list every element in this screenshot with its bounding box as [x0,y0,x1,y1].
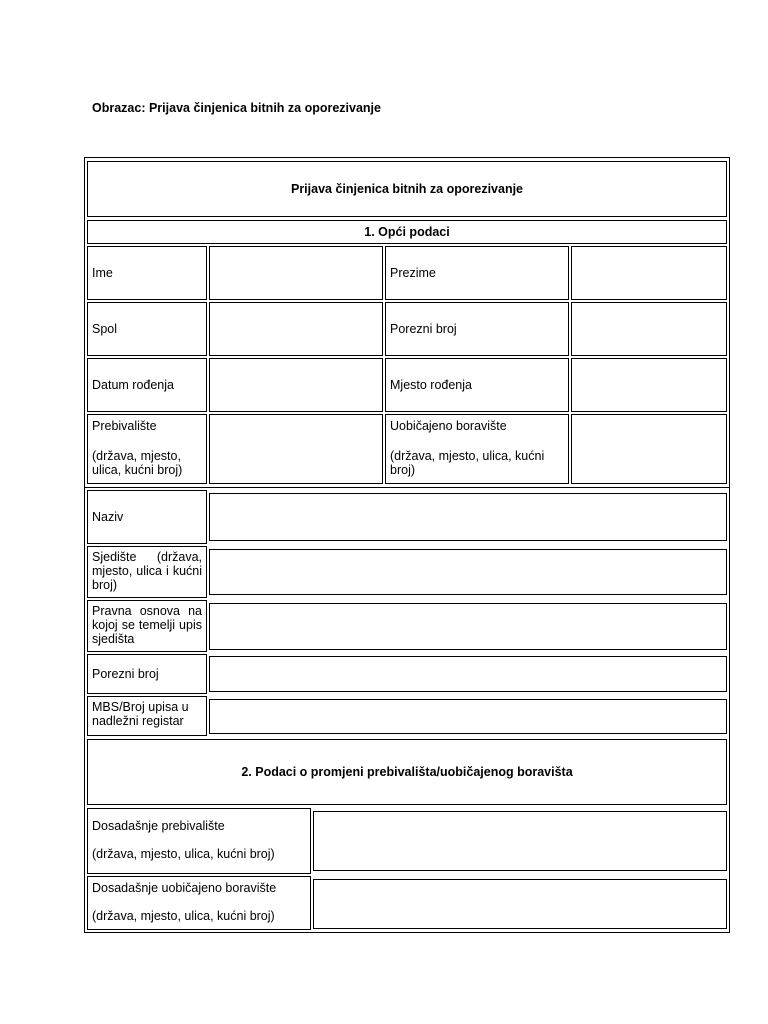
field-ime[interactable] [209,246,383,300]
label-boraviste-hint: (država, mjesto, ulica, kućni broj) [390,449,545,477]
label-dosadasnje-prebivaliste-text: Dosadašnje prebivalište [92,819,225,833]
label-mbs: MBS/Broj upisa u nadležni registar [87,696,207,736]
label-boraviste [385,414,569,484]
field-porezni-broj[interactable] [571,302,727,356]
page-heading: Obrazac: Prijava činjenica bitnih za oporezivanje [92,101,381,115]
label-ime: Ime [87,246,207,300]
label-dosadasnje-boraviste-text: Dosadašnje uobičajeno boravište [92,881,277,895]
label-datum-rodenja: Datum rođenja [87,358,207,412]
field-mbs[interactable] [209,699,727,734]
label-prebivaliste [87,414,207,484]
label-mjesto-rodenja: Mjesto rođenja [385,358,569,412]
label-prezime: Prezime [385,246,569,300]
field-datum-rodenja[interactable] [209,358,383,412]
label-porezni-broj: Porezni broj [385,302,569,356]
field-porezni-broj-pravne-osobe[interactable] [209,656,727,692]
label-dosadasnje-boraviste [87,876,311,930]
tax-registration-form [84,157,730,933]
field-dosadasnje-boraviste[interactable] [313,879,727,929]
label-boraviste-text: Uobičajeno boravište [390,419,507,433]
label-pravna-osnova: Pravna osnova na kojoj se temelji upis sjedišta [87,600,207,652]
field-naziv[interactable] [209,493,727,541]
label-dosadasnje-prebivaliste-hint: (država, mjesto, ulica, kućni broj) [92,847,275,861]
field-pravna-osnova[interactable] [209,603,727,650]
label-naziv: Naziv [87,490,207,544]
label-dosadasnje-prebivaliste [87,808,311,874]
label-dosadasnje-boraviste-hint: (država, mjesto, ulica, kućni broj) [92,909,275,923]
field-spol[interactable] [209,302,383,356]
form-title: Prijava činjenica bitnih za oporezivanje [87,161,727,217]
field-boraviste[interactable] [571,414,727,484]
label-prebivaliste-hint: (država, mjesto, ulica, kućni broj) [92,449,183,477]
field-mjesto-rodenja[interactable] [571,358,727,412]
field-dosadasnje-prebivaliste[interactable] [313,811,727,871]
field-prezime[interactable] [571,246,727,300]
section2-title: 2. Podaci o promjeni prebivališta/uobičajenog boravišta [87,739,727,805]
field-prebivaliste[interactable] [209,414,383,484]
label-spol: Spol [87,302,207,356]
label-sjediste: Sjedište (država, mjesto, ulica i kućni broj) [87,546,207,598]
label-porezni-broj-pravne-osobe: Porezni broj [87,654,207,694]
field-sjediste[interactable] [209,549,727,595]
label-prebivaliste-text: Prebivalište [92,419,157,433]
section-divider [85,487,729,488]
section1-title: 1. Opći podaci [87,220,727,244]
